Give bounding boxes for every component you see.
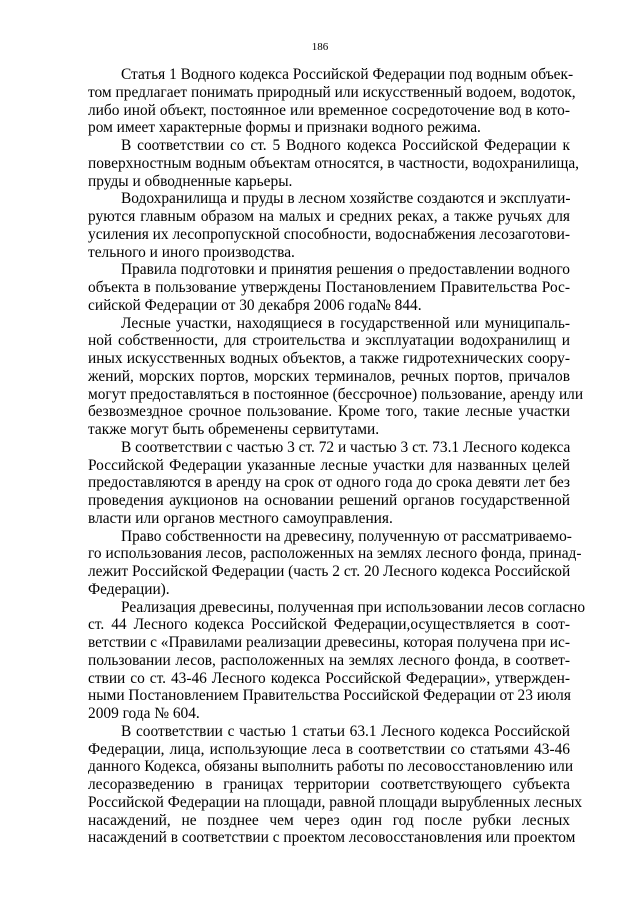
text-line: насаждений в соответствии с проектом лесовосстановления или проектом [88,829,576,847]
paragraph [88,261,570,314]
paragraph [88,137,580,190]
text-line: лесоразведению в границах территории соответствующего субъекта [88,776,570,793]
text-line: Правила подготовки и принятия решения о предоставлении водного [121,261,570,279]
text-line: ствии со ст. 43-46 Лесного кодекса Российской Федерации», утвержден- [88,669,570,687]
text-line: лежит Российской Федерации (часть 2 ст. 20 Лесного кодекса Российской [88,563,571,580]
text-line: Российской Федерации на площади, равной площади вырубленных лесных [88,793,583,811]
document-body [88,66,586,847]
text-line: сийской Федерации от 30 декабря 2006 года№ 844. [88,296,422,314]
text-line: пруды и обводненные карьеры. [88,172,293,190]
text-line: могут предоставляться в постоянное (бессрочное) пользование, аренду или [88,385,584,403]
text-line: руются главным образом на малых и средних реках, а также ручьях для [88,208,570,225]
paragraph [88,314,584,439]
text-line: Федерации, лица, использующие леса в соответствии со статьями 43-46 [88,740,570,758]
paragraph [88,722,583,847]
text-line: В соответствии со ст. 5 Водного кодекса Российской Федерации к [121,137,570,154]
text-line: усиления их лесопропускной способности, водоснабжения лесозаготови- [88,225,570,243]
text-line: Лесные участки, находящиеся в государственной или муниципаль- [121,314,570,332]
paragraph [88,527,582,599]
text-line: Статья 1 Водного кодекса Российской Федерации под водным объек- [121,66,574,83]
text-line: пользовании лесов, расположенных на землях лесного фонда, в соответ- [88,651,570,669]
paragraph [88,598,586,723]
text-line: насаждений, не позднее чем через один год после рубки лесных [88,811,570,829]
text-line: проведения аукционов на основании решений органов государственной [88,492,570,509]
text-line: ром имеет характерные формы и признаки водного режима. [88,119,481,137]
text-line: ст. 44 Лесного кодекса Российской Федерации,осуществляется в соот- [88,616,570,634]
text-line: Федерации). [88,580,170,598]
paragraph [88,439,570,528]
text-line: го использования лесов, расположенных на землях лесного фонда, принад- [88,545,582,563]
text-line: В соответствии с частью 1 статьи 63.1 Лесного кодекса Российской [121,722,570,740]
text-line: Российской Федерации указанные лесные участки для названных целей [88,456,570,474]
text-line: 2009 года № 604. [88,705,200,722]
text-line: тельного и иного производства. [88,243,295,261]
text-line: также могут быть обременены сервитутами. [88,421,380,438]
text-line: том предлагает понимать природный или искусственный водоем, водоток, [88,83,576,101]
text-line: ными Постановлением Правительства Российской Федерации от 23 июля [88,687,571,705]
text-line: власти или органов местного самоуправления. [88,509,393,527]
text-line: В соответствии с частью 3 ст. 72 и частью 3 ст. 73.1 Лесного кодекса [121,438,571,456]
paragraph [88,66,576,137]
text-line: поверхностным водным объектам относятся, в частности, водохранилища, [88,154,580,172]
text-line: Водохранилища и пруды в лесном хозяйстве создаются и эксплуати- [121,190,571,208]
text-line: безвозмездное срочное пользование. Кроме того, такие лесные участки [88,403,570,421]
text-line: объекта в пользование утверждены Постановлением Правительства Рос- [88,279,570,296]
text-line: ветствии с «Правилами реализации древесины, которая получена при ис- [88,634,570,651]
page-number: 186 [311,41,329,53]
text-line: Реализация древесины, полученная при использовании лесов согласно [121,598,586,616]
text-line: иных искусственных водных объектов, а также гидротехнических соору- [88,350,570,367]
text-line: Право собственности на древесину, полученную от рассматриваемо- [121,527,572,545]
paragraph [88,190,570,261]
text-line: предоставляются в аренду на срок от одного года до срока девяти лет без [88,474,570,492]
text-line: жений, морских портов, морских терминалов, речных портов, причалов [88,367,570,385]
text-line: либо иной объект, постоянное или временное сосредоточение вод в кото- [88,101,570,119]
text-line: ной собственности, для строительства и эксплуатации водохранилищ и [88,332,570,350]
text-line: данного Кодекса, обязаны выполнить работы по лесовосстановлению или [88,758,574,776]
